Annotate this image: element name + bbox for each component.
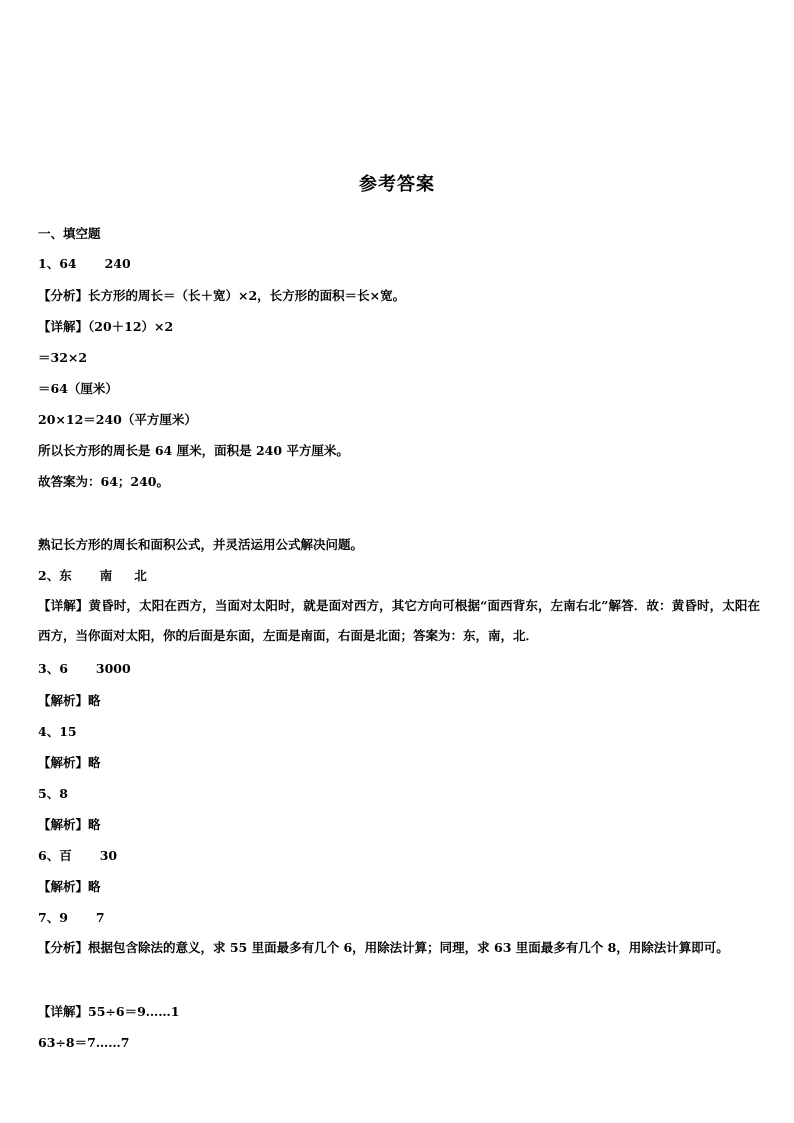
point-text: 熟记长方形的周长和面积公式，并灵活运用公式解决问题。 bbox=[38, 537, 364, 552]
answer-value: 北 bbox=[134, 568, 147, 583]
answer-3 bbox=[38, 661, 131, 677]
answer-value: 64 bbox=[59, 256, 77, 271]
analysis-text: 【分析】长方形的周长＝（长＋宽）×2，长方形的面积＝长×宽。 bbox=[38, 288, 406, 303]
answer-5 bbox=[38, 786, 68, 802]
answer-number: 6、 bbox=[38, 848, 60, 863]
answer-number: 7、 bbox=[38, 910, 60, 925]
detail-text: ＝32×2 bbox=[38, 350, 88, 365]
section-heading: 一、填空题 bbox=[38, 226, 101, 241]
answer-value: 15 bbox=[59, 724, 77, 739]
detail-text: 20×12＝240（平方厘米） bbox=[38, 412, 197, 427]
answer-value: 3000 bbox=[95, 661, 131, 676]
answer-value: 百 bbox=[59, 848, 72, 863]
explanation-text: 【解析】略 bbox=[38, 755, 101, 770]
answer-number: 3、 bbox=[38, 661, 60, 676]
detail-text: 所以长方形的周长是 64 厘米，面积是 240 平方厘米。 bbox=[38, 443, 349, 458]
answer-7 bbox=[38, 910, 105, 926]
detail-text: ＝64（厘米） bbox=[38, 381, 118, 396]
analysis-text: 【分析】根据包含除法的意义，求 55 里面最多有几个 6，用除法计算；同理，求 63 里面最多有几个 8，用除法计算即可。 bbox=[38, 940, 729, 955]
answer-value: 6 bbox=[59, 661, 68, 676]
detail-text: 63÷8＝7……7 bbox=[38, 1035, 130, 1050]
page-title: 参考答案 bbox=[359, 174, 435, 195]
detail-text: 故答案为：64；240。 bbox=[38, 474, 169, 489]
answer-value: 7 bbox=[95, 910, 105, 925]
detail-text: 【详解】（20＋12）×2 bbox=[38, 319, 174, 334]
answer-value: 9 bbox=[59, 910, 68, 925]
answer-number: 4、 bbox=[38, 724, 60, 739]
answer-number: 1、 bbox=[38, 256, 60, 271]
explanation-text: 【解析】略 bbox=[38, 817, 101, 832]
answer-value: 30 bbox=[99, 848, 118, 863]
answer-4 bbox=[38, 724, 77, 740]
answer-number: 5、 bbox=[38, 786, 60, 801]
explanation-text: 【解析】略 bbox=[38, 693, 101, 708]
answer-1 bbox=[38, 256, 131, 272]
answer-value: 东 bbox=[59, 568, 72, 583]
answer-value: 南 bbox=[99, 568, 113, 583]
explanation-text: 【解析】略 bbox=[38, 879, 101, 894]
answer-value: 240 bbox=[104, 256, 131, 271]
detail-text: 【详解】黄昏时，太阳在西方，当面对太阳时，就是面对西方，其它方向可根据“面西背东，左南右北”解答．故：黄昏时，太阳在西方，当你面对太阳，你的后面是东面，左面是南面，右面是北面；答案为：东，南，北． bbox=[38, 598, 760, 643]
answer-6 bbox=[38, 848, 117, 864]
answer-value: 8 bbox=[59, 786, 68, 801]
answer-number: 2、 bbox=[38, 568, 60, 583]
detail-text: 【详解】55÷6＝9……1 bbox=[38, 1004, 180, 1019]
answer-2 bbox=[38, 568, 147, 584]
